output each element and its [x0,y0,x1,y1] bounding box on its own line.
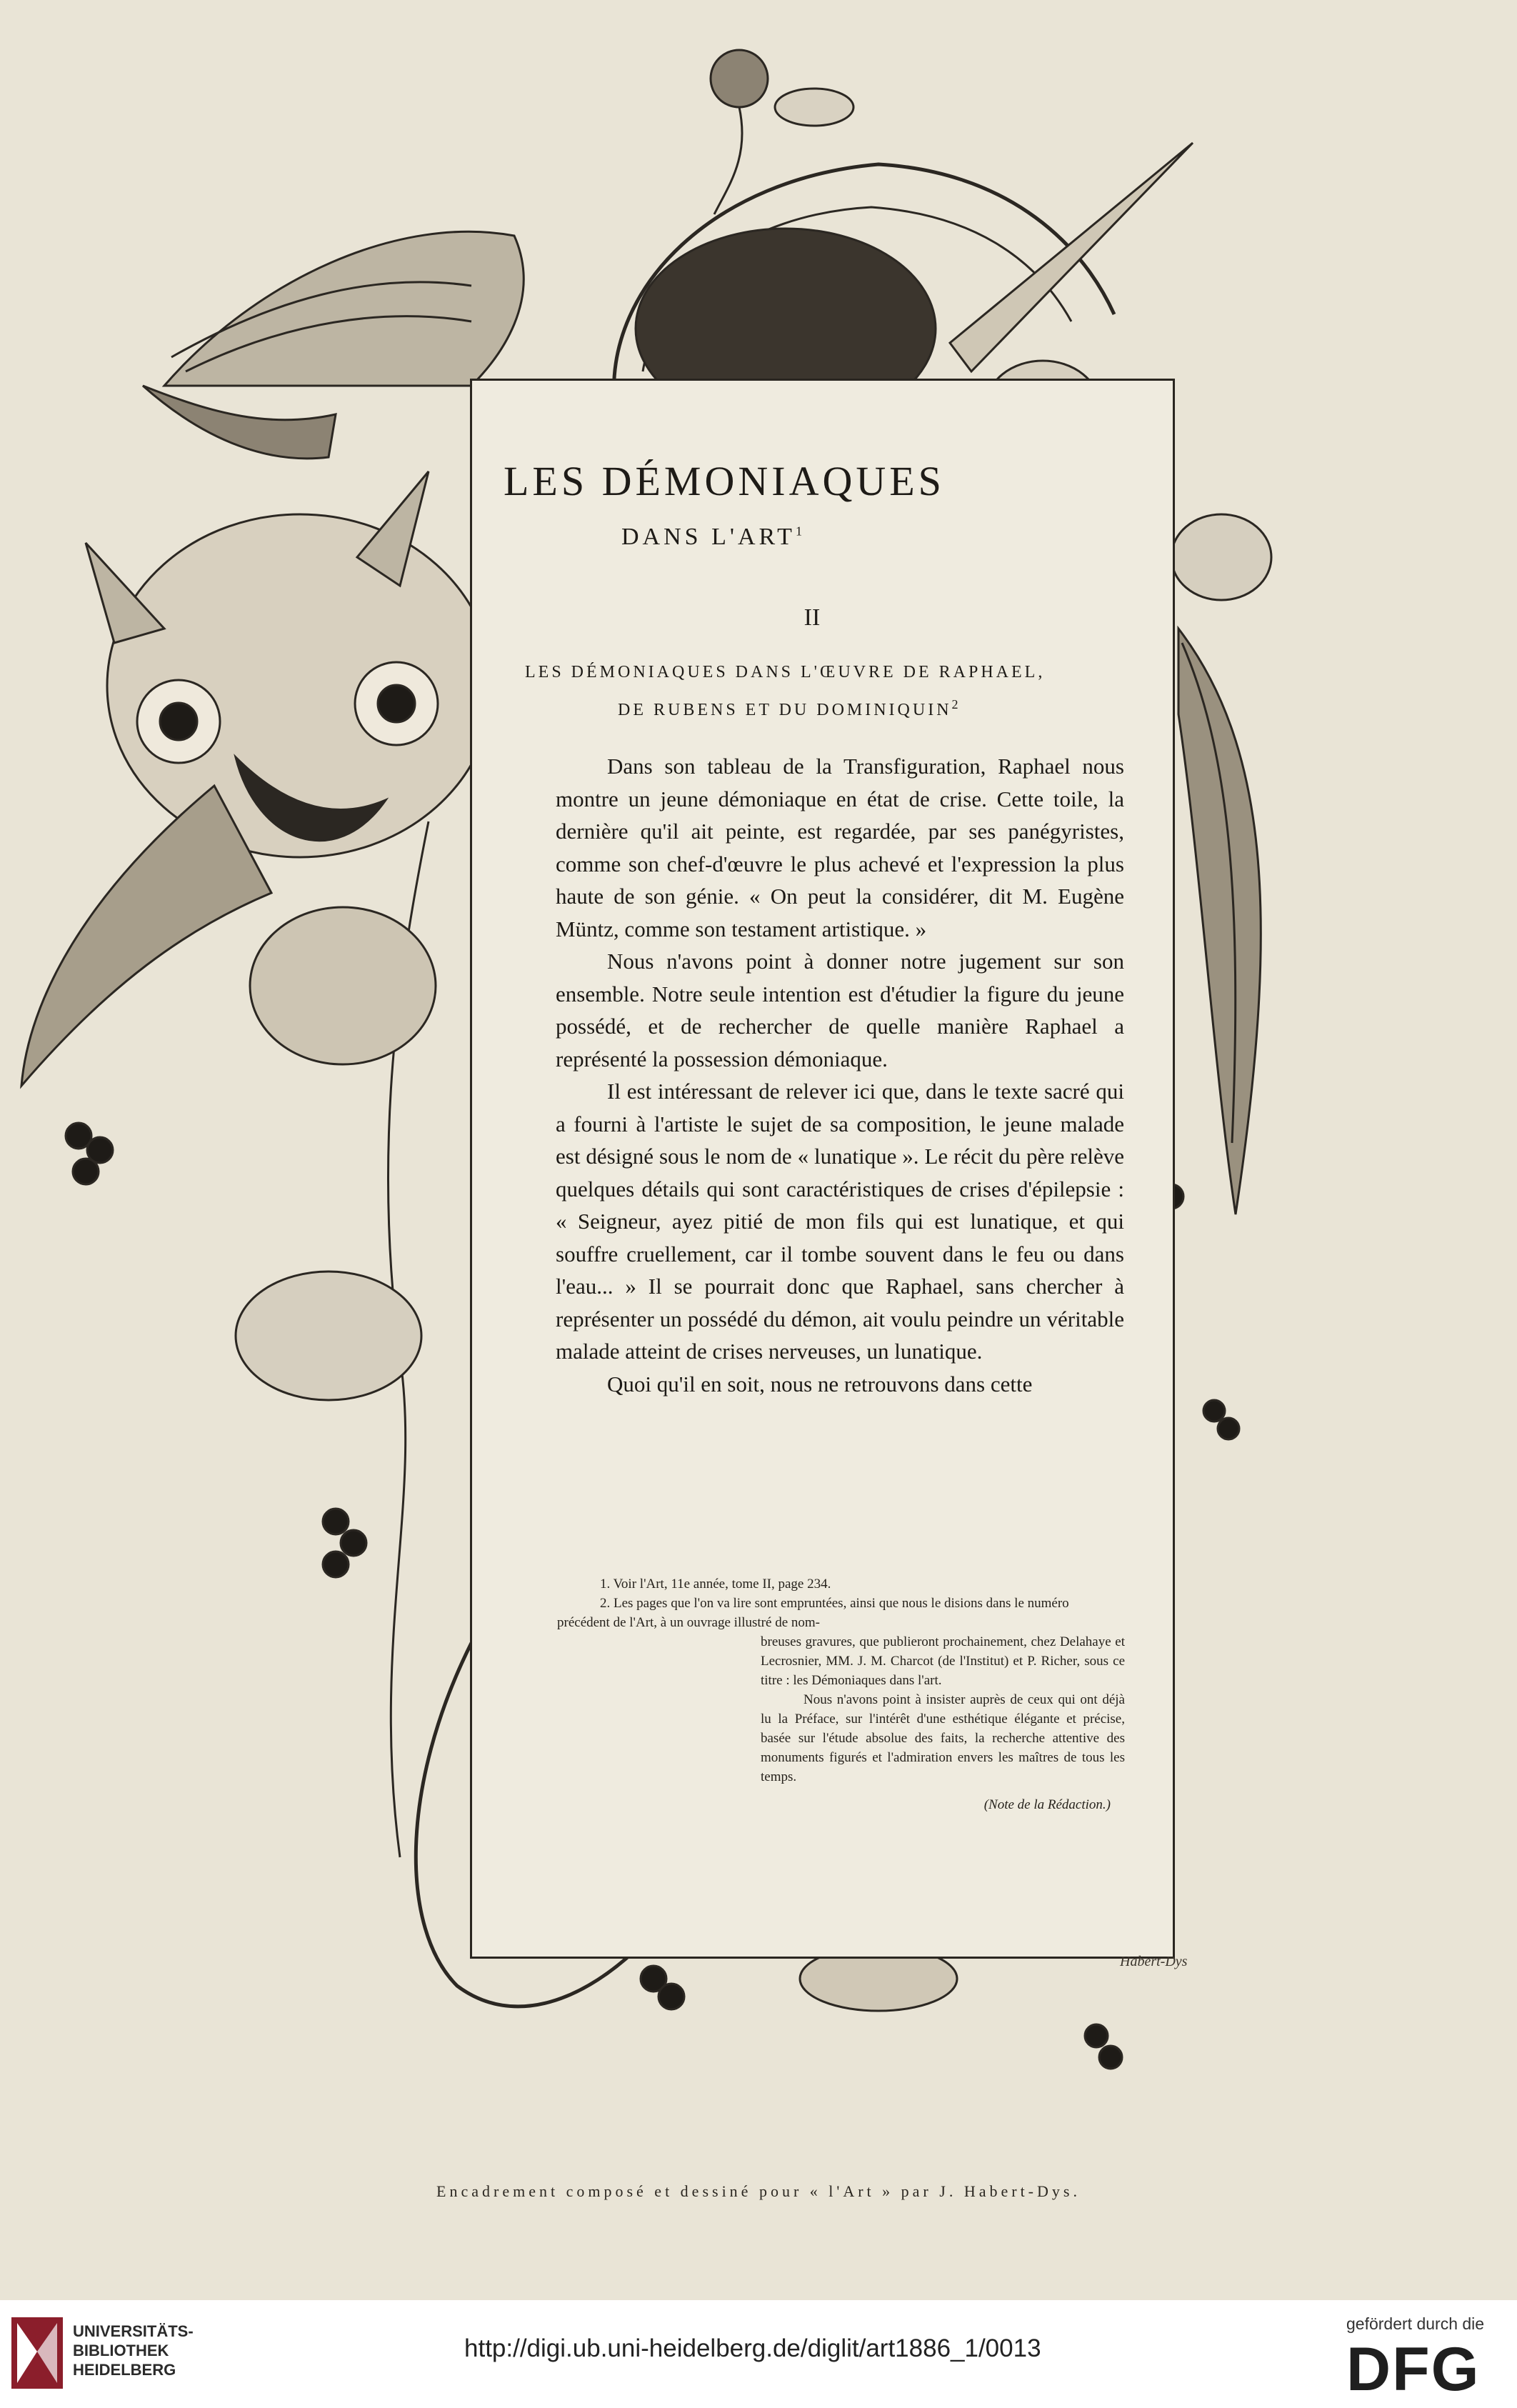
paragraph-2: Nous n'avons point à donner notre jugement sur son ensemble. Notre seule intention est d'étudier la figure du jeune possédé, et de rechercher de quelle manière Raphael a représenté la possession démoniaque. [556,949,1124,1071]
artist-signature: Habert-Dys [1120,1954,1188,1969]
footnotes [557,1574,1125,1814]
footnote-2-continued: breuses gravures, que publieront prochainement, chez Delahaye et Lecrosnier, MM. J. M. Charcot (de l'Institut) et P. Richer, sous ce titre : les Démoniaques dans l'art. [761,1634,1125,1688]
paragraph-4: Quoi qu'il en soit, nous ne retrouvons dans cette [607,1371,1033,1397]
section-title-note-ref: 2 [951,697,961,711]
frame-caption: Encadrement composé et dessiné pour « l'Art » par J. Habert-Dys. [436,2182,1081,2200]
section-title-line2-text: DE RUBENS ET DU DOMINIQUIN [618,701,952,719]
left-wing-upper [143,386,336,459]
source-url-link[interactable]: http://digi.ub.uni-heidelberg.de/diglit/art1886_1/0013 [464,2334,1041,2362]
section-title-line1: LES DÉMONIAQUES DANS L'ŒUVRE DE RAPHAEL, [525,663,1046,681]
editorial-note: Nous n'avons point à insister auprès de ceux qui ont déjà lu la Préface, sur l'intérêt d'une esthétique élégante et précise, basée sur l'étude absolue des faits, la recherche attentive des monuments figurés et l'admiration envers les maîtres de tous les temps. [761,1692,1125,1784]
article-body [556,750,1124,1400]
section-title-line2 [618,697,961,720]
top-bird [711,50,768,107]
right-bat-wing [1178,629,1261,1214]
section-number: II [803,604,821,631]
dfg-logo: DFG [1346,2335,1481,2404]
paragraph-3: Il est intéressant de relever ici que, dans le texte sacré qui a fourni à l'artiste le sujet de sa composition, le jeune malade est désigné sous le nom de « lunatique ». Le récit du père relève quelques détails qui sont caractéristiques de crises d'épilepsie : « Seigneur, ayez pitié de mon fils qui est lunatique, et qui souffre cruellement, car il tombe souvent dans le feu ou dans l'eau... » Il se pourrait donc que Raphael, sans chercher à représenter un possédé du démon, ait voulu peindre un véritable malade atteint de crises nerveuses, un lunatique. [556,1079,1124,1364]
left-mid-creature [250,907,436,1064]
institution-line-2: BIBLIOTHEK [73,2342,169,2359]
subtitle-note-ref: 1 [795,524,806,539]
top-creature-body [164,231,524,386]
subtitle-text: DANS L'ART [621,524,796,550]
institution-line-1: UNIVERSITÄTS- [73,2322,194,2340]
page-title: LES DÉMONIAQUES [504,458,945,504]
editorial-signoff: (Note de la Rédaction.) [983,1797,1111,1812]
right-creature-lower [1171,514,1271,600]
top-fungus [775,89,853,126]
footnote-2: 2. Les pages que l'on va lire sont empruntées, ainsi que nous le disions dans le numéro précédent de l'Art, à un ouvrage illustré de nom- [557,1596,1069,1630]
sponsor-label: gefördert durch die [1346,2314,1485,2333]
left-lower-creature [236,1272,421,1400]
institution-name [73,2322,194,2379]
page-subtitle [621,524,806,551]
left-wing [21,786,271,1086]
university-seal-icon [10,2316,64,2390]
bird-spike [950,143,1193,371]
institution-line-3: HEIDELBERG [73,2361,176,2379]
footnote-1: 1. Voir l'Art, 11e année, tome II, page 234. [600,1577,831,1592]
paragraph-1: Dans son tableau de la Transfiguration, Raphael nous montre un jeune démoniaque en état de crise. Cette toile, la dernière qu'il ait peinte, est regardée, par ses panégyristes, comme son chef-d'œuvre le plus achevé et l'expression la plus haute de son génie. « On peut la considérer, dit M. Eugène Müntz, comme son testament artistique. » [556,754,1124,941]
